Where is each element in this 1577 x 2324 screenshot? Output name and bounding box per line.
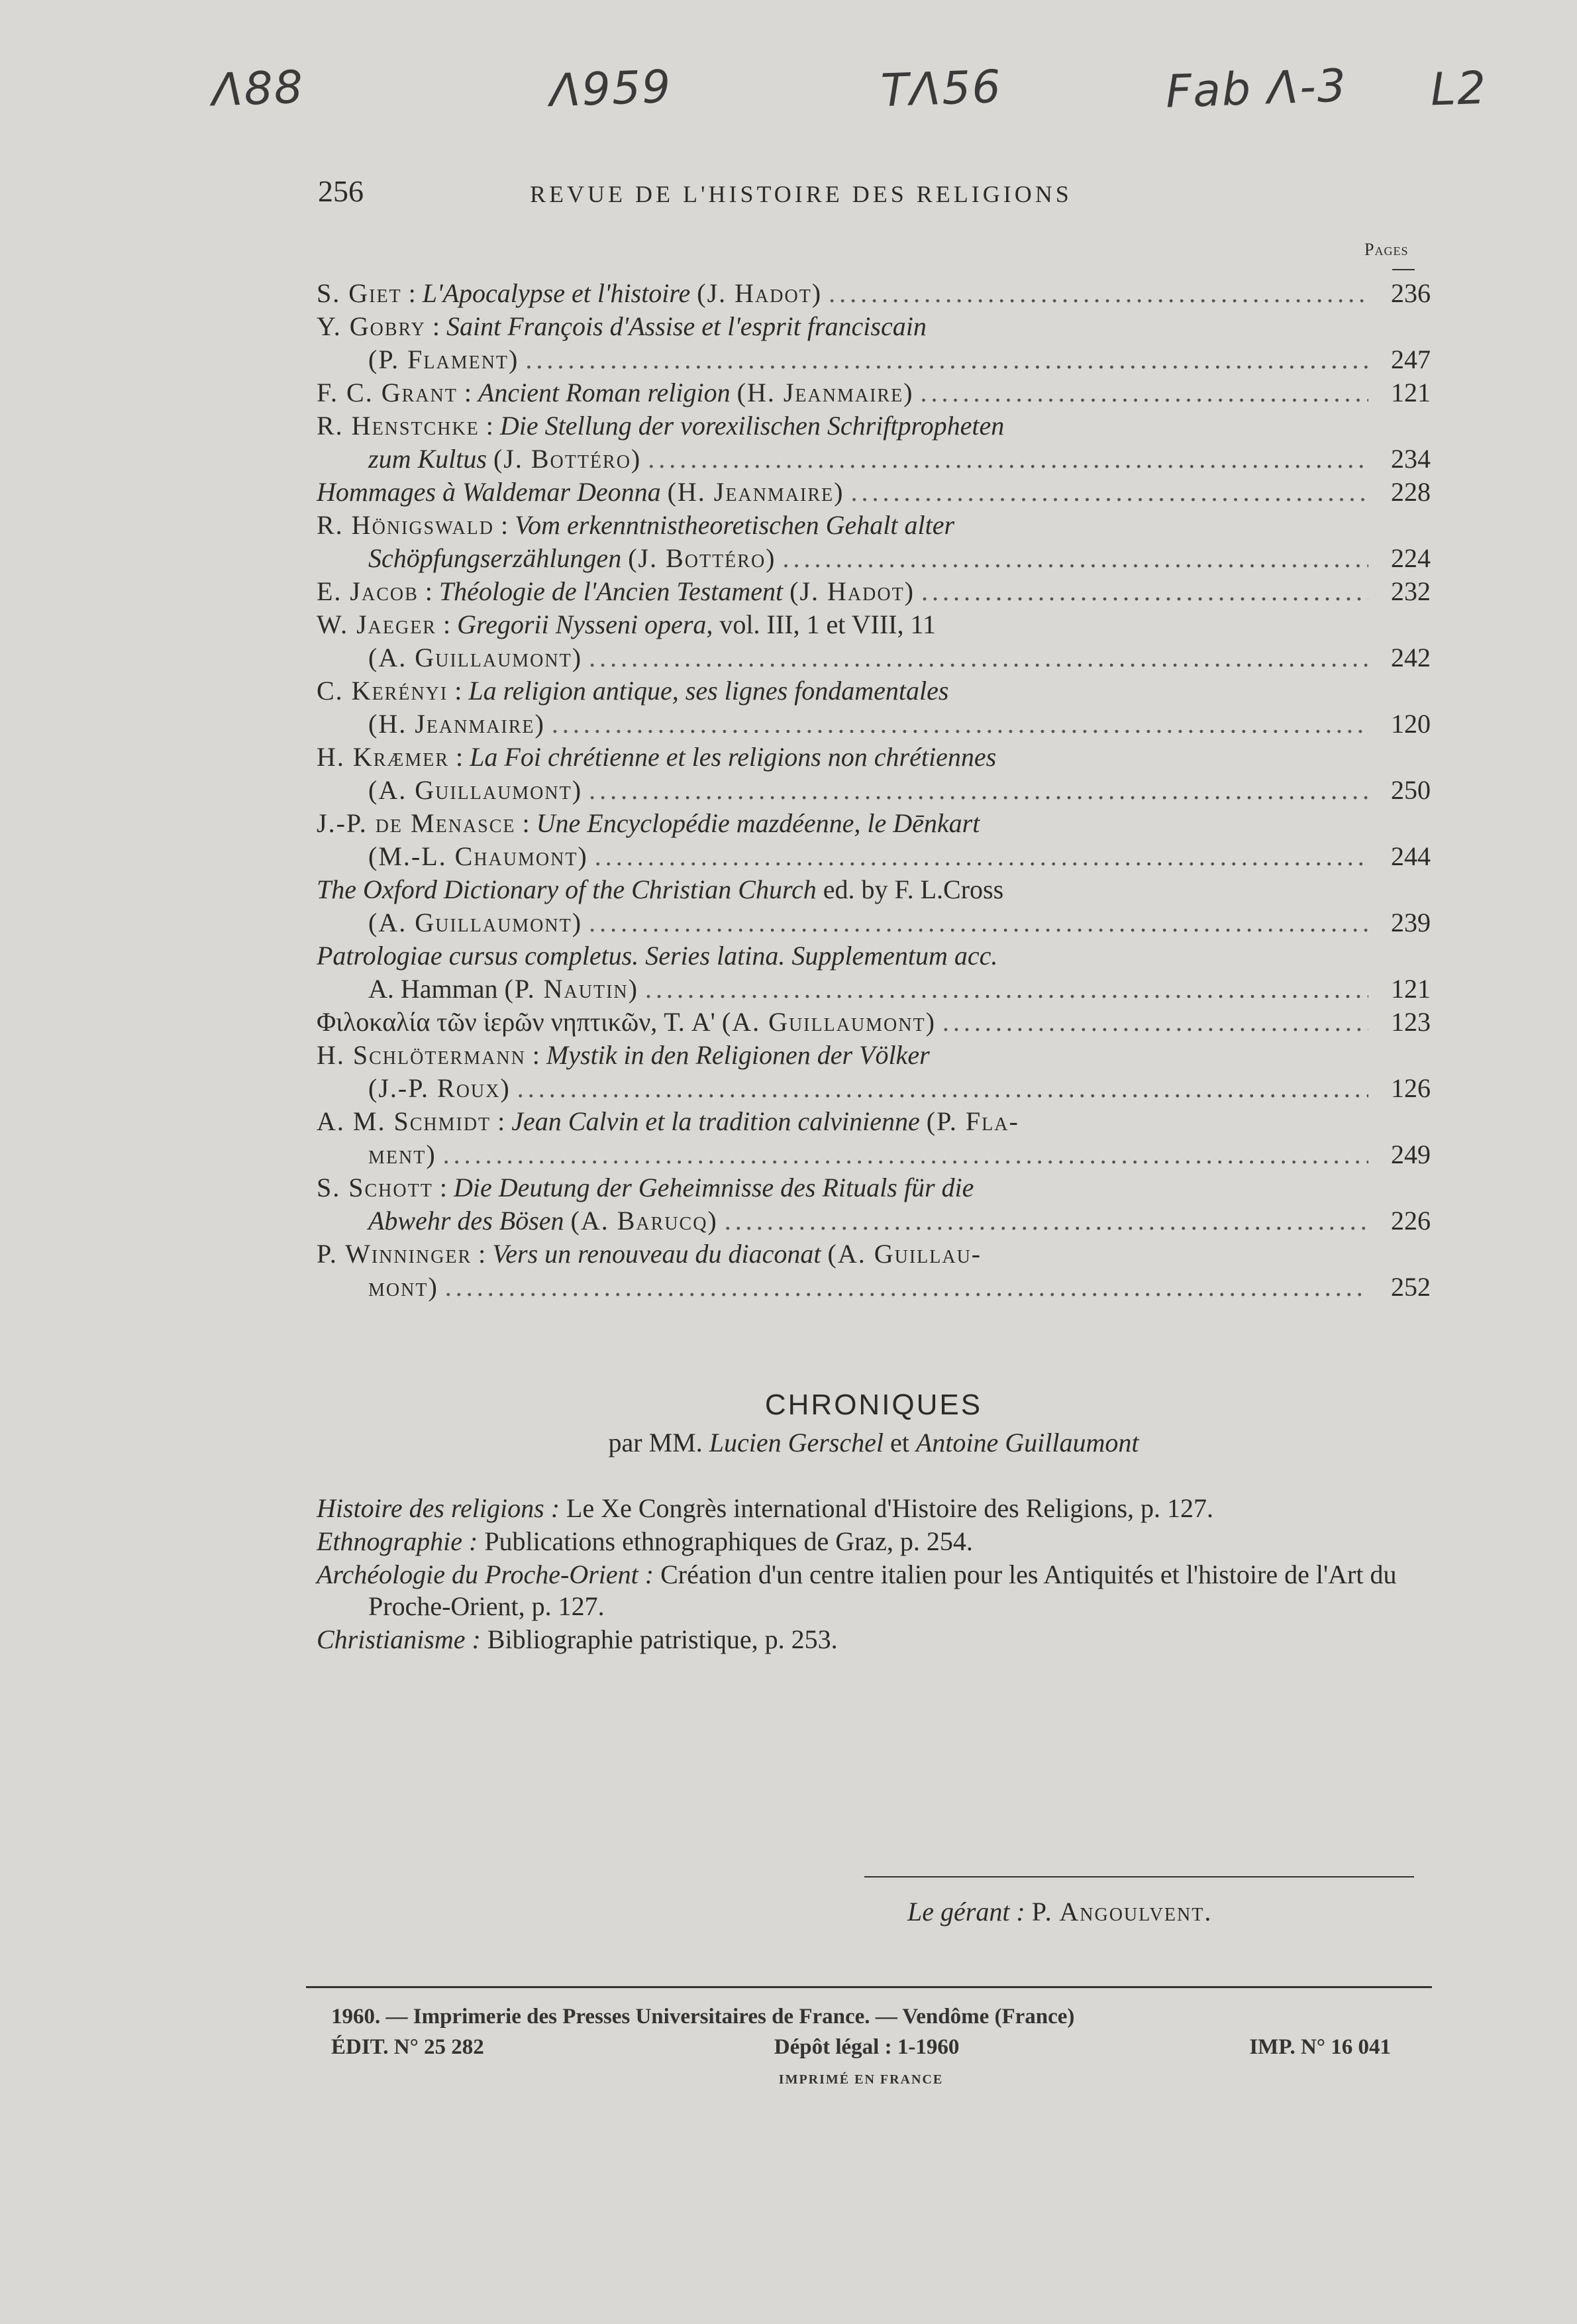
entry-text: P. Winninger : Vers un renouveau du diaconat (A. Guillau- [317, 1239, 982, 1269]
entry-title: Gregorii Nysseni opera, [457, 609, 713, 639]
entry-author: Y. Gobry [317, 311, 426, 341]
leader-dots [595, 840, 1368, 873]
running-title: REVUE DE L'HISTOIRE DES RELIGIONS [530, 181, 1072, 207]
entry-text [317, 873, 1003, 906]
entry-line [317, 476, 1431, 509]
entry-line [317, 641, 1431, 674]
leader-dots [589, 906, 1368, 939]
entry-reviewer: (A. Guillau- [827, 1239, 982, 1269]
chronique-label: Histoire des religions : [317, 1493, 560, 1523]
entry-author: H. Schlötermann [317, 1040, 526, 1070]
leader-dots [783, 542, 1368, 575]
entry-page-number: 121 [1391, 974, 1431, 1004]
entry-text: R. Hönigswald : Vom erkenntnistheoretischen Gehalt alter [317, 510, 955, 540]
author-name: Antoine Guillaumont [915, 1428, 1139, 1457]
entry-text [368, 1271, 438, 1304]
entry-line [317, 575, 1431, 608]
entry-line [317, 1238, 1431, 1271]
entry-text [368, 840, 588, 873]
entry-text [317, 1006, 936, 1039]
entry-line [317, 509, 1431, 542]
entry-author: S. Giet [317, 278, 402, 308]
entry-author: J.-P. de Menasce [317, 808, 516, 838]
handwritten-annotations [0, 60, 1577, 136]
chroniques-section [317, 1389, 1431, 1657]
entry-page-number: 123 [1391, 1007, 1431, 1037]
leader-dots [443, 1138, 1368, 1171]
entry-line [317, 939, 1431, 973]
entry-author: P. Winninger [317, 1239, 472, 1269]
imprint-printer: 1960. — Imprimerie des Presses Universitaires de France. — Vendôme (France) [331, 2005, 1075, 2029]
entry-text: Y. Gobry : Saint François d'Assise et l'esprit franciscain [317, 311, 927, 341]
review-entry [317, 310, 1431, 376]
review-index-list [317, 277, 1431, 1304]
footer-rule [306, 1986, 1432, 1988]
leader-dots [589, 641, 1368, 674]
leader-dots [648, 443, 1368, 476]
entry-reviewer: (A. Barucq) [570, 1206, 718, 1236]
entry-title: zum Kultus [368, 444, 487, 474]
entry-line [317, 973, 1431, 1006]
page-number: 256 [318, 174, 364, 208]
entry-page-number: 249 [1391, 1139, 1431, 1169]
signature-name: P. Angoulvent. [1031, 1897, 1213, 1927]
handwritten-note: TΛ56 [880, 60, 1003, 118]
review-entry [317, 1105, 1431, 1171]
entry-page-number: 121 [1391, 378, 1431, 407]
entry-plain-text: Φιλοκαλία τῶν ἱερῶν νηπτικῶν, T. Α' [317, 1007, 715, 1037]
entry-line [317, 708, 1431, 741]
entry-line [317, 343, 1431, 376]
leader-dots [645, 973, 1368, 1006]
entry-reviewer: (H. Jeanmaire) [667, 477, 844, 507]
entry-text [368, 708, 545, 741]
entry-text [368, 443, 641, 476]
chroniques-items [317, 1493, 1431, 1656]
entry-title: La Foi chrétienne et les religions non chrétiennes [470, 742, 997, 772]
leader-dots [725, 1204, 1368, 1238]
entry-author: E. Jacob [317, 576, 419, 606]
entry-line [317, 409, 1431, 443]
review-entry [317, 575, 1431, 608]
entry-page-number: 232 [1391, 576, 1431, 606]
entry-text: F. C. Grant : Ancient Roman religion (H. Jeanmaire) [317, 378, 914, 407]
entry-plain-text: vol. III, 1 et VIII, 11 [719, 609, 936, 639]
chronique-item [317, 1559, 1431, 1622]
entry-text [368, 1138, 436, 1171]
handwritten-note: Λ959 [548, 60, 673, 118]
imprint [331, 2005, 1391, 2087]
pages-label-rule [1392, 269, 1415, 270]
entry-title: Schöpfungserzählungen [368, 543, 622, 573]
entry-line [317, 674, 1431, 708]
imprint-imp-number: IMP. N° 16 041 [1249, 2035, 1391, 2059]
chronique-label: Ethnographie : [317, 1526, 478, 1556]
entry-text [368, 542, 776, 575]
entry-title: Théologie de l'Ancien Testament [438, 576, 784, 606]
entry-author: R. Hönigswald [317, 510, 494, 540]
entry-author: R. Henstchke [317, 411, 480, 441]
page-header [318, 174, 1431, 220]
entry-page-number: 236 [1391, 278, 1431, 308]
handwritten-note: Λ88 [211, 61, 305, 117]
entry-reviewer: (J. Bottéro) [628, 543, 776, 573]
entry-page-number: 126 [1391, 1073, 1431, 1103]
entry-text: R. Henstchke : Die Stellung der vorexilischen Schriftpropheten [317, 411, 1005, 441]
entry-page-number: 247 [1391, 344, 1431, 374]
entry-text [368, 1204, 718, 1238]
entry-line [317, 1171, 1431, 1204]
entry-title: Vom erkenntnistheoretischen Gehalt alter [515, 510, 955, 540]
leader-dots [552, 708, 1368, 741]
chronique-text: Bibliographie patristique, p. 253. [487, 1624, 838, 1654]
entry-line [317, 1271, 1431, 1304]
review-entry [317, 476, 1431, 509]
entry-text [368, 641, 582, 674]
entry-reviewer: (A. Guillaumont) [368, 908, 583, 937]
entry-title: Vers un renouveau du diaconat [492, 1239, 821, 1269]
review-entry [317, 608, 1431, 674]
chronique-label: Archéologie du Proche-Orient : [317, 1559, 654, 1589]
review-entry [317, 1238, 1431, 1304]
leader-dots [589, 774, 1368, 807]
review-entry [317, 409, 1431, 476]
entry-text [368, 1072, 511, 1105]
entry-line [317, 1006, 1431, 1039]
entry-line [317, 376, 1431, 409]
entry-text: J.-P. de Menasce : Une Encyclopédie mazdéenne, le Dēnkart [317, 808, 980, 838]
signature-label: Le gérant : [907, 1897, 1025, 1927]
leader-dots [942, 1006, 1368, 1039]
imprint-line [331, 2005, 1391, 2035]
entry-page-number: 244 [1391, 841, 1431, 871]
entry-author: S. Schott [317, 1173, 433, 1202]
entry-text: C. Kerényi : La religion antique, ses lignes fondamentales [317, 676, 949, 706]
entry-title: La religion antique, ses lignes fondamentales [468, 676, 949, 706]
entry-text: W. Jaeger : Gregorii Nysseni opera, vol. III, 1 et VIII, 11 [317, 609, 936, 639]
authors-conj: et [890, 1428, 909, 1457]
entry-text: E. Jacob : Théologie de l'Ancien Testament (J. Hadot) [317, 576, 915, 606]
entry-line [317, 1138, 1431, 1171]
review-entry [317, 376, 1431, 409]
pages-column-label: Pages [1364, 240, 1409, 259]
entry-title: Die Stellung der vorexilischen Schriftpropheten [499, 411, 1005, 441]
entry-page-number: 234 [1391, 444, 1431, 474]
entry-author: W. Jaeger [317, 609, 436, 639]
entry-reviewer: ment) [368, 1139, 436, 1169]
entry-text [317, 939, 997, 973]
entry-reviewer: (A. Guillaumont) [721, 1007, 936, 1037]
chroniques-title: CHRONIQUES [764, 1389, 983, 1421]
signature [907, 1896, 1212, 1927]
entry-reviewer: (P. Nautin) [504, 974, 638, 1004]
entry-reviewer: (J. Hadot) [697, 278, 823, 308]
entry-text: H. Schlötermann : Mystik in den Religionen der Völker [317, 1040, 930, 1070]
entry-line [317, 774, 1431, 807]
handwritten-note: L2 [1429, 62, 1488, 117]
signature-rule [864, 1876, 1414, 1877]
leader-dots [850, 476, 1368, 509]
entry-text: S. Schott : Die Deutung der Geheimnisse des Rituals für die [317, 1173, 974, 1202]
entry-text [368, 774, 582, 807]
entry-text: H. Kræmer : La Foi chrétienne et les religions non chrétiennes [317, 742, 997, 772]
entry-line [317, 1072, 1431, 1105]
entry-line [317, 542, 1431, 575]
leader-dots [921, 575, 1368, 608]
entry-title: L'Apocalypse et l'histoire [422, 278, 691, 308]
entry-plain-text: ed. by F. L.Cross [823, 874, 1004, 904]
entry-text [368, 343, 519, 376]
entry-author: C. Kerényi [317, 676, 448, 706]
entry-text: A. M. Schmidt : Jean Calvin et la tradition calvinienne (P. Fla- [317, 1106, 1019, 1136]
entry-page-number: 252 [1391, 1272, 1431, 1302]
imprint-edit-number: ÉDIT. N° 25 282 [331, 2035, 484, 2059]
entry-author: F. C. Grant [317, 378, 458, 407]
entry-line [317, 807, 1431, 840]
entry-line [317, 741, 1431, 774]
entry-line [317, 873, 1431, 906]
entry-page-number: 239 [1391, 908, 1431, 937]
entry-reviewer: (J. Hadot) [789, 576, 915, 606]
entry-reviewer: (H. Jeanmaire) [737, 378, 914, 407]
imprint-printed-in: IMPRIMÉ EN FRANCE [778, 2072, 944, 2087]
review-entry [317, 509, 1431, 575]
chronique-item [317, 1624, 1431, 1656]
entry-title: Hommages à Waldemar Deonna [317, 477, 661, 507]
entry-title: Une Encyclopédie mazdéenne, le Dēnkart [536, 808, 980, 838]
entry-line [317, 310, 1431, 343]
entry-page-number: 120 [1391, 709, 1431, 739]
handwritten-note: Fab Λ-3 [1164, 60, 1348, 119]
entry-title: Jean Calvin et la tradition calvinienne [511, 1106, 920, 1136]
entry-text [368, 973, 638, 1006]
review-entry [317, 674, 1431, 741]
entry-reviewer: (M.-L. Chaumont) [368, 841, 588, 871]
chronique-text: Création d'un centre italien pour les Antiquités et l'histoire de l'Art du Proche-Orient, p. 127. [368, 1559, 1397, 1621]
entry-title: Abwehr des Bösen [368, 1206, 564, 1236]
entry-line [317, 1039, 1431, 1072]
chronique-item [317, 1493, 1431, 1524]
entry-text: S. Giet : L'Apocalypse et l'histoire (J. Hadot) [317, 278, 823, 308]
review-entry [317, 1039, 1431, 1105]
entry-page-number: 226 [1391, 1206, 1431, 1236]
authors-prefix: par MM. [608, 1428, 703, 1457]
entry-page-number: 224 [1391, 543, 1431, 573]
entry-title: Die Deutung der Geheimnisse des Rituals für die [453, 1173, 974, 1202]
review-entry [317, 277, 1431, 310]
leader-dots [445, 1271, 1368, 1304]
leader-dots [921, 376, 1369, 409]
entry-line [317, 608, 1431, 641]
entry-author: H. Kræmer [317, 742, 450, 772]
entry-reviewer: (J. Bottéro) [493, 444, 642, 474]
entry-author: A. M. Schmidt [317, 1106, 491, 1136]
entry-reviewer: (A. Guillaumont) [368, 643, 583, 672]
chroniques-authors [317, 1427, 1431, 1458]
author-name: Lucien Gerschel [709, 1428, 884, 1457]
entry-page-number: 250 [1391, 775, 1431, 805]
entry-plain-text: A. Hamman [368, 974, 498, 1004]
review-entry [317, 741, 1431, 807]
imprint-legal-deposit: Dépôt légal : 1-1960 [774, 2035, 960, 2059]
chronique-item [317, 1526, 1431, 1558]
leader-dots [517, 1072, 1368, 1105]
entry-reviewer: (H. Jeanmaire) [368, 709, 545, 739]
entry-line [317, 443, 1431, 476]
imprint-line [331, 2035, 1391, 2066]
entry-reviewer: mont) [368, 1272, 438, 1302]
entry-reviewer: (P. Fla- [926, 1106, 1019, 1136]
leader-dots [525, 343, 1368, 376]
review-entry [317, 1171, 1431, 1238]
leader-dots [829, 277, 1368, 310]
entry-line [317, 1105, 1431, 1138]
entry-line [317, 906, 1431, 939]
chronique-text: Le Xe Congrès international d'Histoire des Religions, p. 127. [566, 1493, 1214, 1523]
entry-page-number: 242 [1391, 643, 1431, 672]
review-entry [317, 1006, 1431, 1039]
entry-title: Saint François d'Assise et l'esprit franciscain [446, 311, 927, 341]
entry-line [317, 1204, 1431, 1238]
entry-title: Mystik in den Religionen der Völker [546, 1040, 930, 1070]
entry-text [317, 476, 844, 509]
entry-title: Patrologiae cursus completus. Series latina. Supplementum acc. [317, 941, 998, 971]
review-entry [317, 873, 1431, 939]
chronique-text: Publications ethnographiques de Graz, p. 254. [484, 1526, 973, 1556]
entry-title: The Oxford Dictionary of the Christian Church [317, 874, 817, 904]
entry-reviewer: (P. Flament) [368, 344, 519, 374]
review-entry [317, 939, 1431, 1006]
entry-line [317, 840, 1431, 873]
review-entry [317, 807, 1431, 873]
entry-line [317, 277, 1431, 310]
entry-reviewer: (A. Guillaumont) [368, 775, 583, 805]
entry-reviewer: (J.-P. Roux) [368, 1073, 511, 1103]
entry-page-number: 228 [1391, 477, 1431, 507]
chronique-label: Christianisme : [317, 1624, 481, 1654]
entry-title: Ancient Roman religion [478, 378, 731, 407]
entry-text [368, 906, 582, 939]
